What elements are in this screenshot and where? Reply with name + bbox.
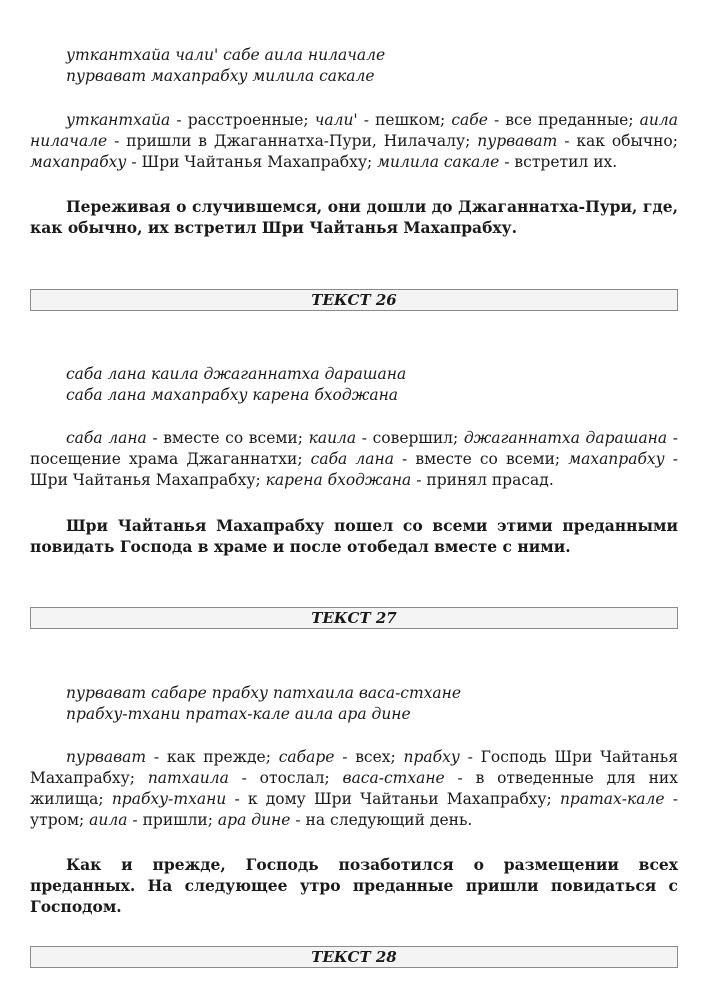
synonym-term: саба лана	[66, 429, 147, 447]
synonym-meaning: - вместе со всеми;	[146, 429, 309, 447]
translation-27: Как и прежде, Господь позаботился о размещении всех преданных. На следующее утро преданные пришли повидаться с Господом.	[30, 855, 678, 916]
synonym-meaning: - отослал;	[228, 769, 343, 787]
synonym-meaning: - пешком;	[357, 111, 452, 129]
translation-26: Шри Чайтанья Махапрабху пошел со всеми этими преданными повидать Господа в храме и после отобедал вместе с ними.	[30, 516, 678, 556]
synonym-term: аила	[89, 811, 128, 829]
synonym-term: пурвават	[66, 748, 147, 766]
synonym-meaning: - Господь Шри Чайтанья Махапрабху;	[30, 748, 678, 787]
verse-26	[66, 364, 678, 406]
synonym-meaning: - посещение храма Джаганнатхи;	[30, 429, 678, 468]
verse-line: уткантхайа чали' сабе аила нилачале	[66, 46, 386, 64]
synonym-meaning: - все преданные;	[487, 111, 640, 129]
synonym-meaning: - пришли;	[127, 811, 218, 829]
synonyms-25	[30, 110, 678, 173]
synonym-meaning: - принял прасад.	[411, 471, 554, 489]
verse-line: прабху-тхани пратах-кале аила ара дине	[66, 705, 411, 723]
synonym-meaning: - расстроенные;	[170, 111, 315, 129]
synonym-term: джаганнатха дарашана	[463, 429, 668, 447]
synonym-meaning: - пришли в Джаганнатха-Пури, Нилачалу;	[107, 132, 478, 150]
synonym-term: саба лана	[310, 450, 394, 468]
synonym-term: патхаила	[147, 769, 229, 787]
synonym-term: милила сакале	[377, 153, 500, 171]
synonym-meaning: - встретил их.	[499, 153, 618, 171]
synonyms-26	[30, 428, 678, 491]
synonym-term: карена бходжана	[265, 471, 412, 489]
synonym-meaning: - совершил;	[356, 429, 464, 447]
synonym-term: прабху-тхани	[111, 790, 227, 808]
synonym-term: махапрабху	[30, 153, 127, 171]
synonym-meaning: - как прежде;	[146, 748, 279, 766]
synonym-term: махапрабху	[568, 450, 665, 468]
synonym-meaning: - на следующий день.	[290, 811, 473, 829]
synonym-meaning: - вместе со всеми;	[393, 450, 569, 468]
synonym-meaning: - Шри Чайтанья Махапрабху;	[126, 153, 378, 171]
synonym-meaning: - в отведенные для них жилища;	[30, 769, 678, 808]
text-header-28: ТЕКСТ 28	[30, 946, 678, 968]
text-header-26: ТЕКСТ 26	[30, 289, 678, 311]
synonym-meaning: - как обычно;	[557, 132, 678, 150]
synonym-term: прабху	[403, 748, 460, 766]
synonyms-27	[30, 747, 678, 831]
synonym-term: каила	[308, 429, 357, 447]
verse-line: пурвават сабаре прабху патхаила васа-стхане	[66, 684, 462, 702]
translation-25: Переживая о случившемся, они дошли до Джаганнатха-Пури, где, как обычно, их встретил Шри Чайтанья Махапрабху.	[30, 197, 678, 237]
synonym-meaning: - Шри Чайтанья Махапрабху;	[30, 450, 678, 489]
verse-line: пурвават махапрабху милила сакале	[66, 67, 375, 85]
synonym-term: уткантхайа	[66, 111, 171, 129]
synonym-term: сабе	[451, 111, 488, 129]
synonym-term: аила нилачале	[30, 111, 678, 150]
synonym-term: пратах-кале	[559, 790, 665, 808]
verse-27	[66, 683, 678, 725]
synonym-meaning: - утром;	[30, 790, 678, 829]
synonym-meaning: - всех;	[334, 748, 404, 766]
verse-25	[66, 45, 678, 87]
verse-line: саба лана каила джаганнатха дарашана	[66, 365, 407, 383]
synonym-term: сабаре	[278, 748, 335, 766]
synonym-term: пурвават	[477, 132, 558, 150]
synonym-term: ара дине	[217, 811, 291, 829]
text-header-27: ТЕКСТ 27	[30, 607, 678, 629]
synonym-meaning: - к дому Шри Чайтаньи Махапрабху;	[226, 790, 560, 808]
synonym-term: чали'	[314, 111, 358, 129]
synonym-term: васа-стхане	[342, 769, 445, 787]
verse-line: саба лана махапрабху карена бходжана	[66, 386, 399, 404]
